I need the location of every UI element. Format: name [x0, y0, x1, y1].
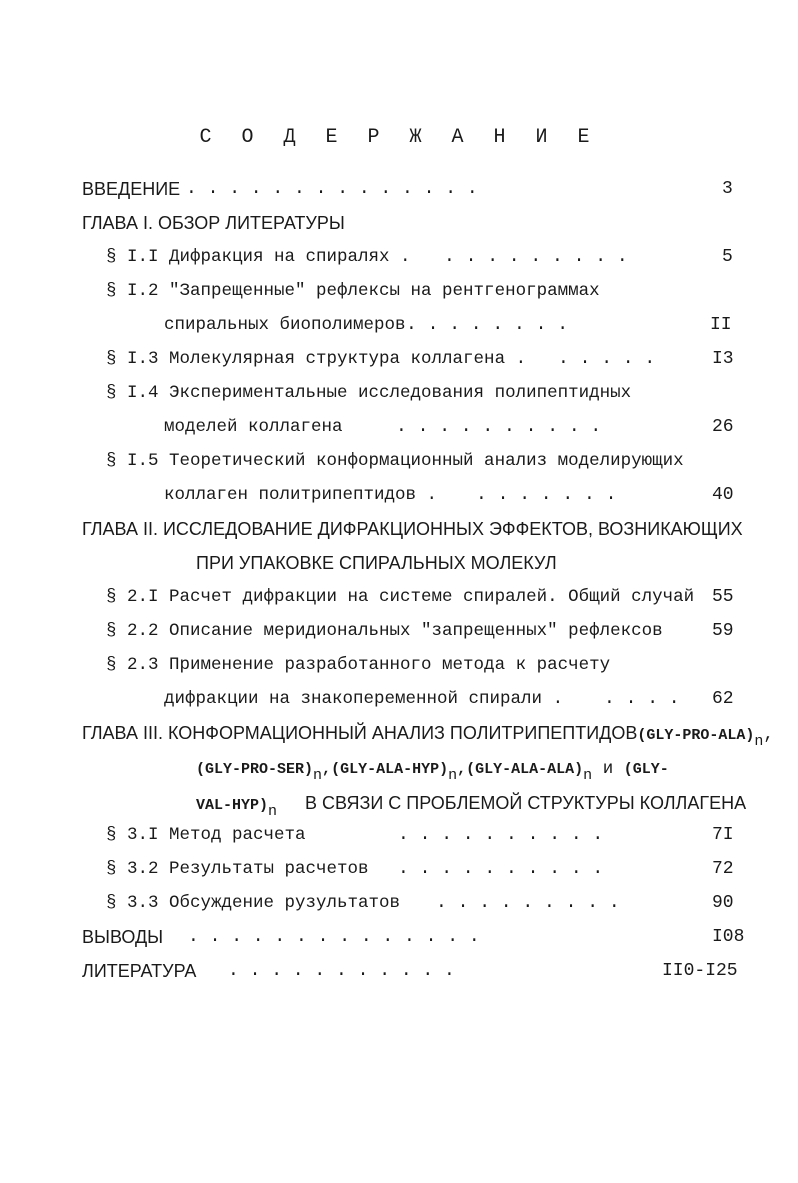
toc-entry-section: § I.5 Теоретический конформационный анализ моделирующих: [106, 451, 684, 471]
chapter-3-heading-text: ГЛАВА III. КОНФОРМАЦИОННЫЙ АНАЛИЗ ПОЛИТРИПЕПТИДОВ: [82, 723, 638, 743]
page-number: 90: [712, 893, 734, 913]
chapter-3-formula-line: $(GLY-PRO-SER)_n,(GLY-ALA-HYP)_n,(GLY-ALA-ALA)_n$ и (GLY-: [196, 759, 669, 784]
leader-dots: . . . . . . . .: [406, 315, 569, 335]
toc-entry-section: § 2.I Расчет дифракции на системе спиралей. Общий случай: [106, 587, 695, 607]
chapter-2-heading: ГЛАВА II. ИССЛЕДОВАНИЕ ДИФРАКЦИОННЫХ ЭФФЕКТОВ, ВОЗНИКАЮЩИХ: [82, 519, 743, 539]
page-number: 62: [712, 689, 734, 709]
leader-dots: . . . . . . . . .: [444, 247, 628, 267]
formula-val-hyp: VAL-HYP): [196, 797, 269, 814]
chapter-1-heading: ГЛАВА I. ОБЗОР ЛИТЕРАТУРЫ: [82, 213, 345, 233]
page-number: I08: [712, 927, 745, 947]
toc-entry-section: § 2.3 Применение разработанного метода к расчету: [106, 655, 611, 675]
conjunction: и: [602, 759, 614, 779]
page-number: 55: [712, 587, 734, 607]
subscript-n: n: [583, 767, 593, 784]
formula-gly-ala-hyp: (GLY-ALA-HYP): [331, 761, 449, 778]
leader-dots: . . . . . . . . . . .: [228, 961, 455, 981]
formula-gly-pro-ser: (GLY-PRO-SER): [196, 761, 314, 778]
page-number: 3: [722, 179, 733, 199]
toc-entry-continuation: коллаген политрипептидов .: [164, 485, 438, 505]
toc-entry-section: § I.I Дифракция на спиралях .: [106, 247, 411, 267]
page-title: С О Д Е Р Ж А Н И Е: [199, 126, 599, 149]
subscript-n: n: [313, 767, 323, 784]
leader-dots: . . . . . . . . . .: [398, 825, 604, 845]
toc-entry-introduction: ВВЕДЕНИЕ: [82, 179, 181, 199]
page-number: 59: [712, 621, 734, 641]
formula-gly-pro-ala: (GLY-PRO-ALA): [637, 727, 755, 744]
formula-gly-ala-ala: (GLY-ALA-ALA): [466, 761, 584, 778]
toc-entry-conclusions: ВЫВОДЫ: [82, 927, 164, 947]
chapter-2-heading-continuation: ПРИ УПАКОВКЕ СПИРАЛЬНЫХ МОЛЕКУЛ: [196, 553, 557, 573]
leader-dots: . . . . . . . . .: [436, 893, 620, 913]
leader-dots: . . . . . . . . . .: [398, 859, 604, 879]
toc-entry-section: § I.4 Экспериментальные исследования полипептидных: [106, 383, 632, 403]
toc-entry-continuation: спиральных биополимеров: [164, 315, 406, 335]
comma: ,: [763, 725, 774, 745]
toc-entry-section: § 3.3 Обсуждение рузультатов: [106, 893, 401, 913]
toc-entry-section: § I.3 Молекулярная структура коллагена .: [106, 349, 527, 369]
page-number: 5: [722, 247, 733, 267]
leader-dots: . . . . . . . . . . . . . .: [188, 927, 480, 947]
formula-gly-start: (GLY-: [623, 761, 669, 778]
subscript-n: n: [268, 803, 278, 820]
page-number: II0-I25: [662, 961, 738, 981]
page-number: 7I: [712, 825, 734, 845]
toc-entry-continuation: моделей коллагена: [164, 417, 343, 437]
toc-entry-references: ЛИТЕРАТУРА: [82, 961, 197, 981]
leader-dots: . . . . . . . . . .: [396, 417, 602, 437]
leader-dots: . . . . . . . . . . . . . .: [186, 179, 478, 199]
toc-entry-section: § I.2 "Запрещенные" рефлексы на рентгенограммах: [106, 281, 600, 301]
page-number: 72: [712, 859, 734, 879]
chapter-3-heading: [82, 720, 774, 750]
chapter-3-formula-line-2: [196, 790, 747, 820]
leader-dots: . . . . . . .: [476, 485, 617, 505]
page-number: 26: [712, 417, 734, 437]
chapter-3-heading-tail: В СВЯЗИ С ПРОБЛЕМОЙ СТРУКТУРЫ КОЛЛАГЕНА: [305, 793, 747, 813]
page-number: 40: [712, 485, 734, 505]
toc-entry-section: § 3.2 Результаты расчетов: [106, 859, 369, 879]
subscript-n: n: [448, 767, 458, 784]
leader-dots: . . . .: [604, 689, 680, 709]
page-number: I3: [712, 349, 734, 369]
subscript-n: n: [754, 733, 764, 750]
page-number: II: [710, 315, 732, 335]
toc-entry-section: § 3.I Метод расчета: [106, 825, 306, 845]
leader-dots: . . . . .: [558, 349, 656, 369]
toc-entry-continuation: дифракции на знакопеременной спирали .: [164, 689, 564, 709]
toc-entry-section: § 2.2 Описание меридиональных "запрещенных" рефлексов: [106, 621, 663, 641]
